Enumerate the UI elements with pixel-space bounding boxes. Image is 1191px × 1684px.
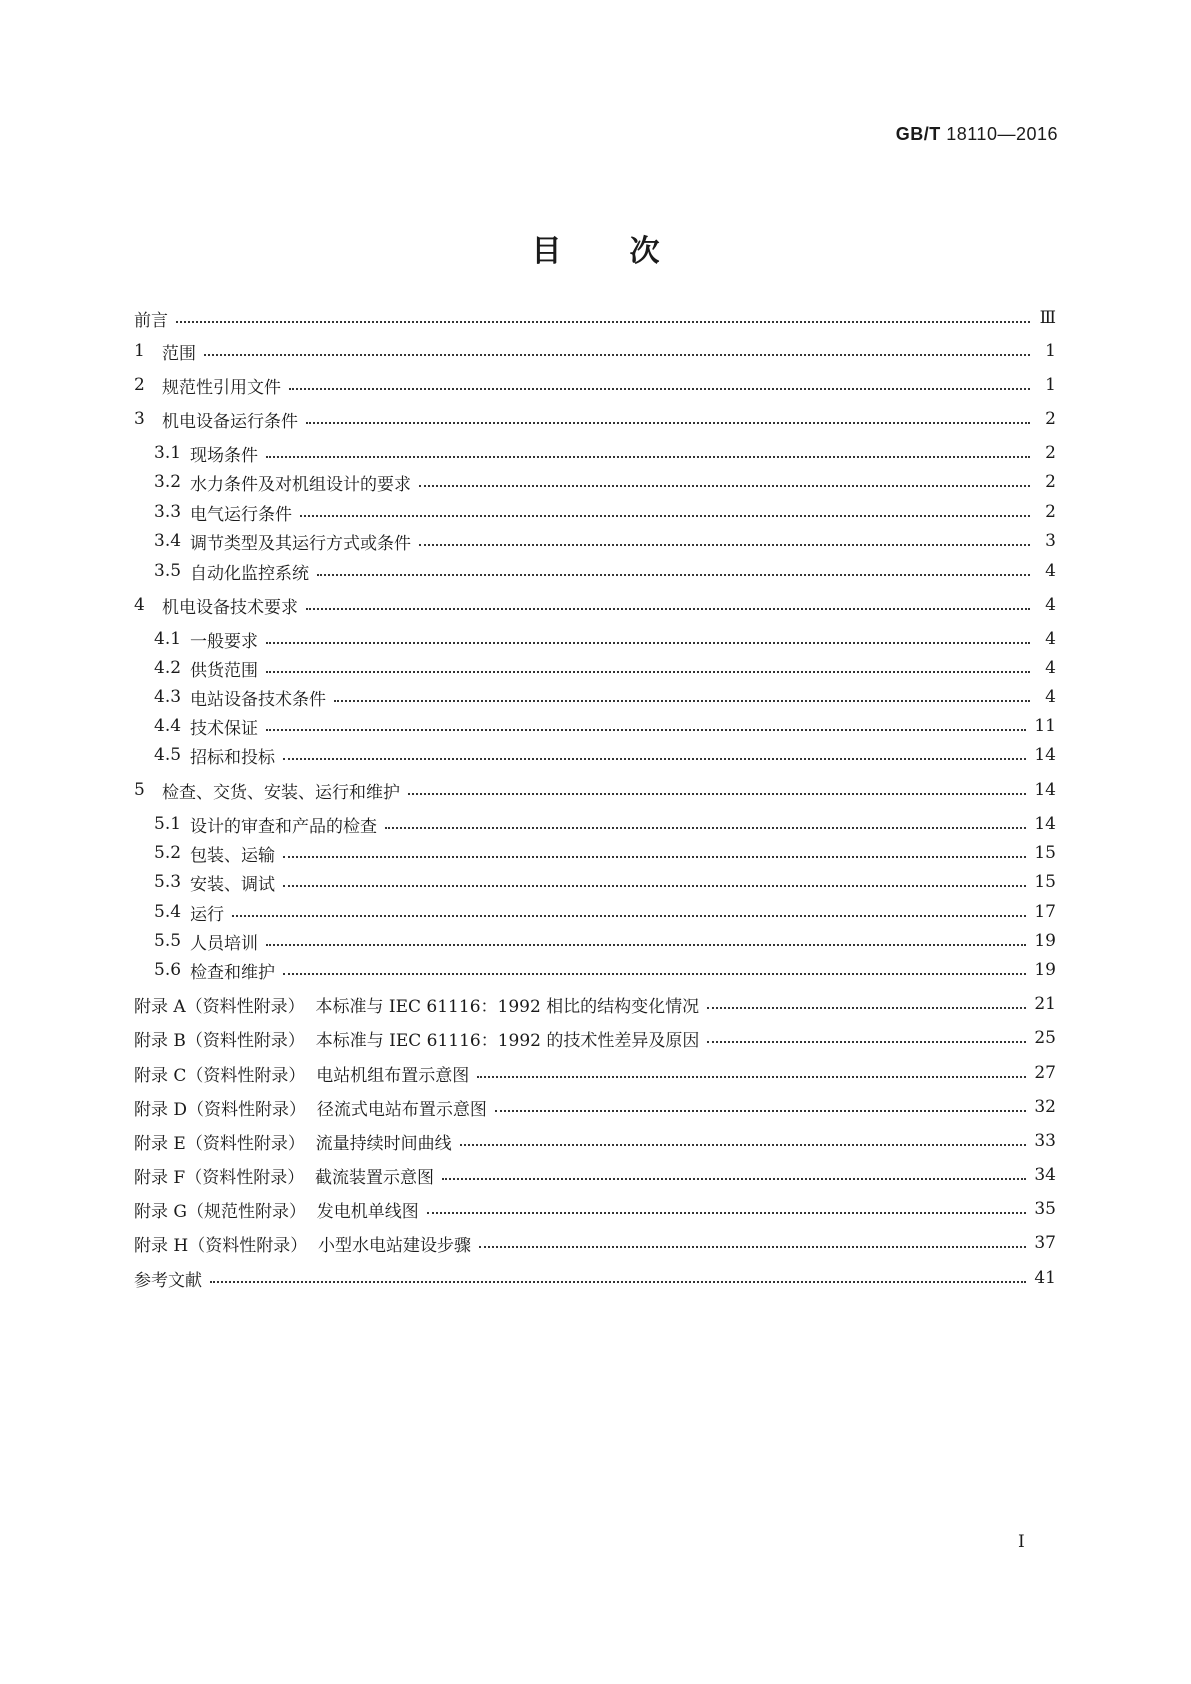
toc-entry-page: 25 [1034, 1028, 1056, 1048]
toc-entry[interactable] [134, 1230, 1056, 1256]
toc-entry-label: 检查和维护 [190, 962, 275, 983]
toc-dot-leader [408, 793, 1026, 795]
toc-entry-label: 检查、交货、安装、运行和维护 [162, 782, 400, 803]
toc-entry-page: 14 [1034, 780, 1056, 800]
toc-entry[interactable] [154, 440, 1056, 466]
toc-entry-label: 包装、运输 [190, 845, 275, 866]
toc-entry-label: 规范性引用文件 [162, 377, 281, 398]
toc-entry-label: 电站设备技术条件 [190, 689, 326, 710]
toc-entry-page: 11 [1034, 716, 1056, 736]
toc-entry-page: 15 [1034, 843, 1056, 863]
toc-entry-page: 37 [1034, 1233, 1056, 1253]
toc-entry-number: 5.1 [154, 814, 182, 834]
toc-entry-number: 4.2 [154, 658, 182, 678]
title-char-1: 目 [531, 234, 562, 269]
toc-entry[interactable] [134, 1196, 1056, 1222]
toc-entry[interactable] [134, 372, 1056, 398]
toc-dot-leader [266, 642, 1030, 644]
toc-entry[interactable] [154, 528, 1056, 554]
toc-entry[interactable] [134, 1060, 1056, 1086]
toc-dot-leader [283, 973, 1026, 975]
toc-dot-leader [306, 608, 1030, 610]
toc-entry-number: 4 [134, 595, 145, 615]
toc-entry-page: 21 [1034, 994, 1056, 1014]
toc-entry-label: 电气运行条件 [190, 504, 292, 525]
toc-dot-leader [210, 1281, 1026, 1283]
toc-dot-leader [460, 1144, 1027, 1146]
footer-page-number: I [1018, 1532, 1025, 1552]
toc-entry-page: 19 [1034, 931, 1056, 951]
toc-dot-leader [495, 1110, 1027, 1112]
toc-dot-leader [266, 671, 1030, 673]
toc-entry[interactable] [154, 655, 1056, 681]
toc-entry[interactable] [134, 1025, 1056, 1051]
toc-entry-page: 34 [1034, 1165, 1056, 1185]
toc-entry-label: 附录 H（资料性附录） 小型水电站建设步骤 [134, 1235, 472, 1256]
toc-dot-leader [427, 1212, 1027, 1214]
toc-entry-page: 35 [1034, 1199, 1056, 1219]
toc-dot-leader [283, 856, 1026, 858]
toc-entry-label: 参考文献 [134, 1270, 202, 1291]
toc-dot-leader [707, 1007, 1026, 1009]
toc-entry-number: 2 [134, 375, 145, 395]
toc-entry-label: 附录 E（资料性附录） 流量持续时间曲线 [134, 1133, 452, 1154]
toc-entry[interactable] [134, 1128, 1056, 1154]
toc-entry-number: 5.2 [154, 843, 182, 863]
toc-entry-number: 5.3 [154, 872, 182, 892]
toc-entry-page: 1 [1045, 375, 1056, 395]
toc-dot-leader [232, 915, 1026, 917]
toc-entry[interactable] [154, 899, 1056, 925]
toc-entry[interactable] [154, 713, 1056, 739]
toc-entry-page: 14 [1034, 745, 1056, 765]
toc-entry[interactable] [134, 1162, 1056, 1188]
toc-entry[interactable] [154, 928, 1056, 954]
toc-dot-leader [283, 885, 1026, 887]
toc-entry[interactable] [134, 991, 1056, 1017]
toc-entry-number: 3.4 [154, 531, 182, 551]
toc-entry-label: 调节类型及其运行方式或条件 [190, 533, 411, 554]
standard-code [896, 124, 1058, 145]
toc-entry-page: 1 [1045, 341, 1056, 361]
standard-code-prefix: GB/T [895, 124, 941, 144]
toc-entry-label: 现场条件 [190, 445, 258, 466]
toc-entry[interactable] [154, 558, 1056, 584]
toc-dot-leader [479, 1246, 1026, 1248]
toc-entry-page: 41 [1034, 1268, 1056, 1288]
toc-dot-leader [266, 729, 1026, 731]
toc-entry[interactable] [134, 305, 1056, 331]
toc-entry-number: 4.1 [154, 629, 182, 649]
toc-dot-leader [176, 321, 1030, 323]
toc-dot-leader [419, 485, 1030, 487]
toc-entry-page: 4 [1045, 687, 1056, 707]
toc-dot-leader [385, 827, 1026, 829]
toc-entry-label: 附录 B（资料性附录） 本标准与 IEC 61116：1992 的技术性差异及原因 [134, 1030, 700, 1051]
toc-entry-label: 附录 D（资料性附录） 径流式电站布置示意图 [134, 1099, 487, 1120]
toc-entry[interactable] [134, 1094, 1056, 1120]
toc-entry[interactable] [154, 626, 1056, 652]
toc-dot-leader [419, 544, 1030, 546]
toc-entry-label: 技术保证 [190, 718, 258, 739]
toc-entry-label: 范围 [162, 343, 196, 364]
toc-entry-page: 27 [1034, 1063, 1056, 1083]
toc-entry-page: 15 [1034, 872, 1056, 892]
toc-entry-page: 4 [1045, 595, 1056, 615]
toc-dot-leader [283, 758, 1026, 760]
toc-entry-page: 2 [1045, 443, 1056, 463]
toc-dot-leader [300, 515, 1030, 517]
title-char-2: 次 [629, 234, 660, 269]
toc-entry[interactable] [154, 684, 1056, 710]
toc-entry-number: 3.1 [154, 443, 182, 463]
toc-entry-page: 17 [1034, 902, 1056, 922]
toc-entry-page: 33 [1034, 1131, 1056, 1151]
toc-entry-number: 5.6 [154, 960, 182, 980]
toc-entry-label: 前言 [134, 310, 168, 331]
toc-entry-label: 机电设备运行条件 [162, 411, 298, 432]
toc-entry-label: 安装、调试 [190, 874, 275, 895]
toc-entry[interactable] [154, 499, 1056, 525]
toc-dot-leader [317, 574, 1030, 576]
toc-entry[interactable] [134, 406, 1056, 432]
toc-entry-number: 5 [134, 780, 145, 800]
toc-entry-page: Ⅲ [1039, 308, 1056, 328]
toc-dot-leader [442, 1178, 1026, 1180]
toc-entry-page: 14 [1034, 814, 1056, 834]
toc-entry-number: 4.3 [154, 687, 182, 707]
toc-entry-page: 2 [1045, 409, 1056, 429]
toc-entry-label: 附录 A（资料性附录） 本标准与 IEC 61116：1992 相比的结构变化情况 [134, 996, 700, 1017]
toc-dot-leader [289, 388, 1030, 390]
toc-entry-number: 4.5 [154, 745, 182, 765]
toc-entry-label: 附录 G（规范性附录） 发电机单线图 [134, 1201, 419, 1222]
toc-entry-number: 3 [134, 409, 145, 429]
toc-entry[interactable] [154, 742, 1056, 768]
toc-entry-number: 3.5 [154, 561, 182, 581]
toc-entry[interactable] [154, 840, 1056, 866]
toc-entry[interactable] [134, 338, 1056, 364]
toc-dot-leader [204, 354, 1030, 356]
toc-entry[interactable] [134, 1265, 1056, 1291]
toc-entry-label: 供货范围 [190, 660, 258, 681]
toc-entry[interactable] [154, 469, 1056, 495]
toc-dot-leader [477, 1076, 1026, 1078]
toc-entry-label: 附录 C（资料性附录） 电站机组布置示意图 [134, 1065, 470, 1086]
toc-entry-page: 19 [1034, 960, 1056, 980]
toc-entry-label: 设计的审查和产品的检查 [190, 816, 377, 837]
toc-entry-number: 5.4 [154, 902, 182, 922]
toc-entry-label: 运行 [190, 904, 224, 925]
toc-entry-page: 32 [1034, 1097, 1056, 1117]
toc-dot-leader [266, 456, 1030, 458]
toc-dot-leader [266, 944, 1026, 946]
toc-entry-page: 4 [1045, 561, 1056, 581]
toc-entry-number: 3.3 [154, 502, 182, 522]
toc-entry-page: 2 [1045, 502, 1056, 522]
toc-entry-label: 招标和投标 [190, 747, 275, 768]
toc-entry-page: 3 [1045, 531, 1056, 551]
toc-entry-label: 机电设备技术要求 [162, 597, 298, 618]
toc-entry-label: 水力条件及对机组设计的要求 [190, 474, 411, 495]
toc-entry-label: 人员培训 [190, 933, 258, 954]
toc-entry-label: 自动化监控系统 [190, 563, 309, 584]
toc-entry-number: 3.2 [154, 472, 182, 492]
toc-dot-leader [334, 700, 1030, 702]
toc-entry-label: 附录 F（资料性附录） 截流装置示意图 [134, 1167, 435, 1188]
standard-code-number: 18110—2016 [946, 124, 1058, 144]
toc-entry[interactable] [154, 869, 1056, 895]
toc-entry[interactable] [154, 811, 1056, 837]
toc-entry[interactable] [134, 592, 1056, 618]
page-title [0, 226, 1191, 270]
toc-dot-leader [306, 422, 1030, 424]
toc-entry-page: 4 [1045, 629, 1056, 649]
toc-entry-number: 4.4 [154, 716, 182, 736]
toc-entry-page: 4 [1045, 658, 1056, 678]
toc-entry-number: 1 [134, 341, 145, 361]
toc-entry-page: 2 [1045, 472, 1056, 492]
toc-entry-label: 一般要求 [190, 631, 258, 652]
toc-dot-leader [707, 1041, 1026, 1043]
toc-entry[interactable] [134, 777, 1056, 803]
toc-entry-number: 5.5 [154, 931, 182, 951]
toc-entry[interactable] [154, 957, 1056, 983]
